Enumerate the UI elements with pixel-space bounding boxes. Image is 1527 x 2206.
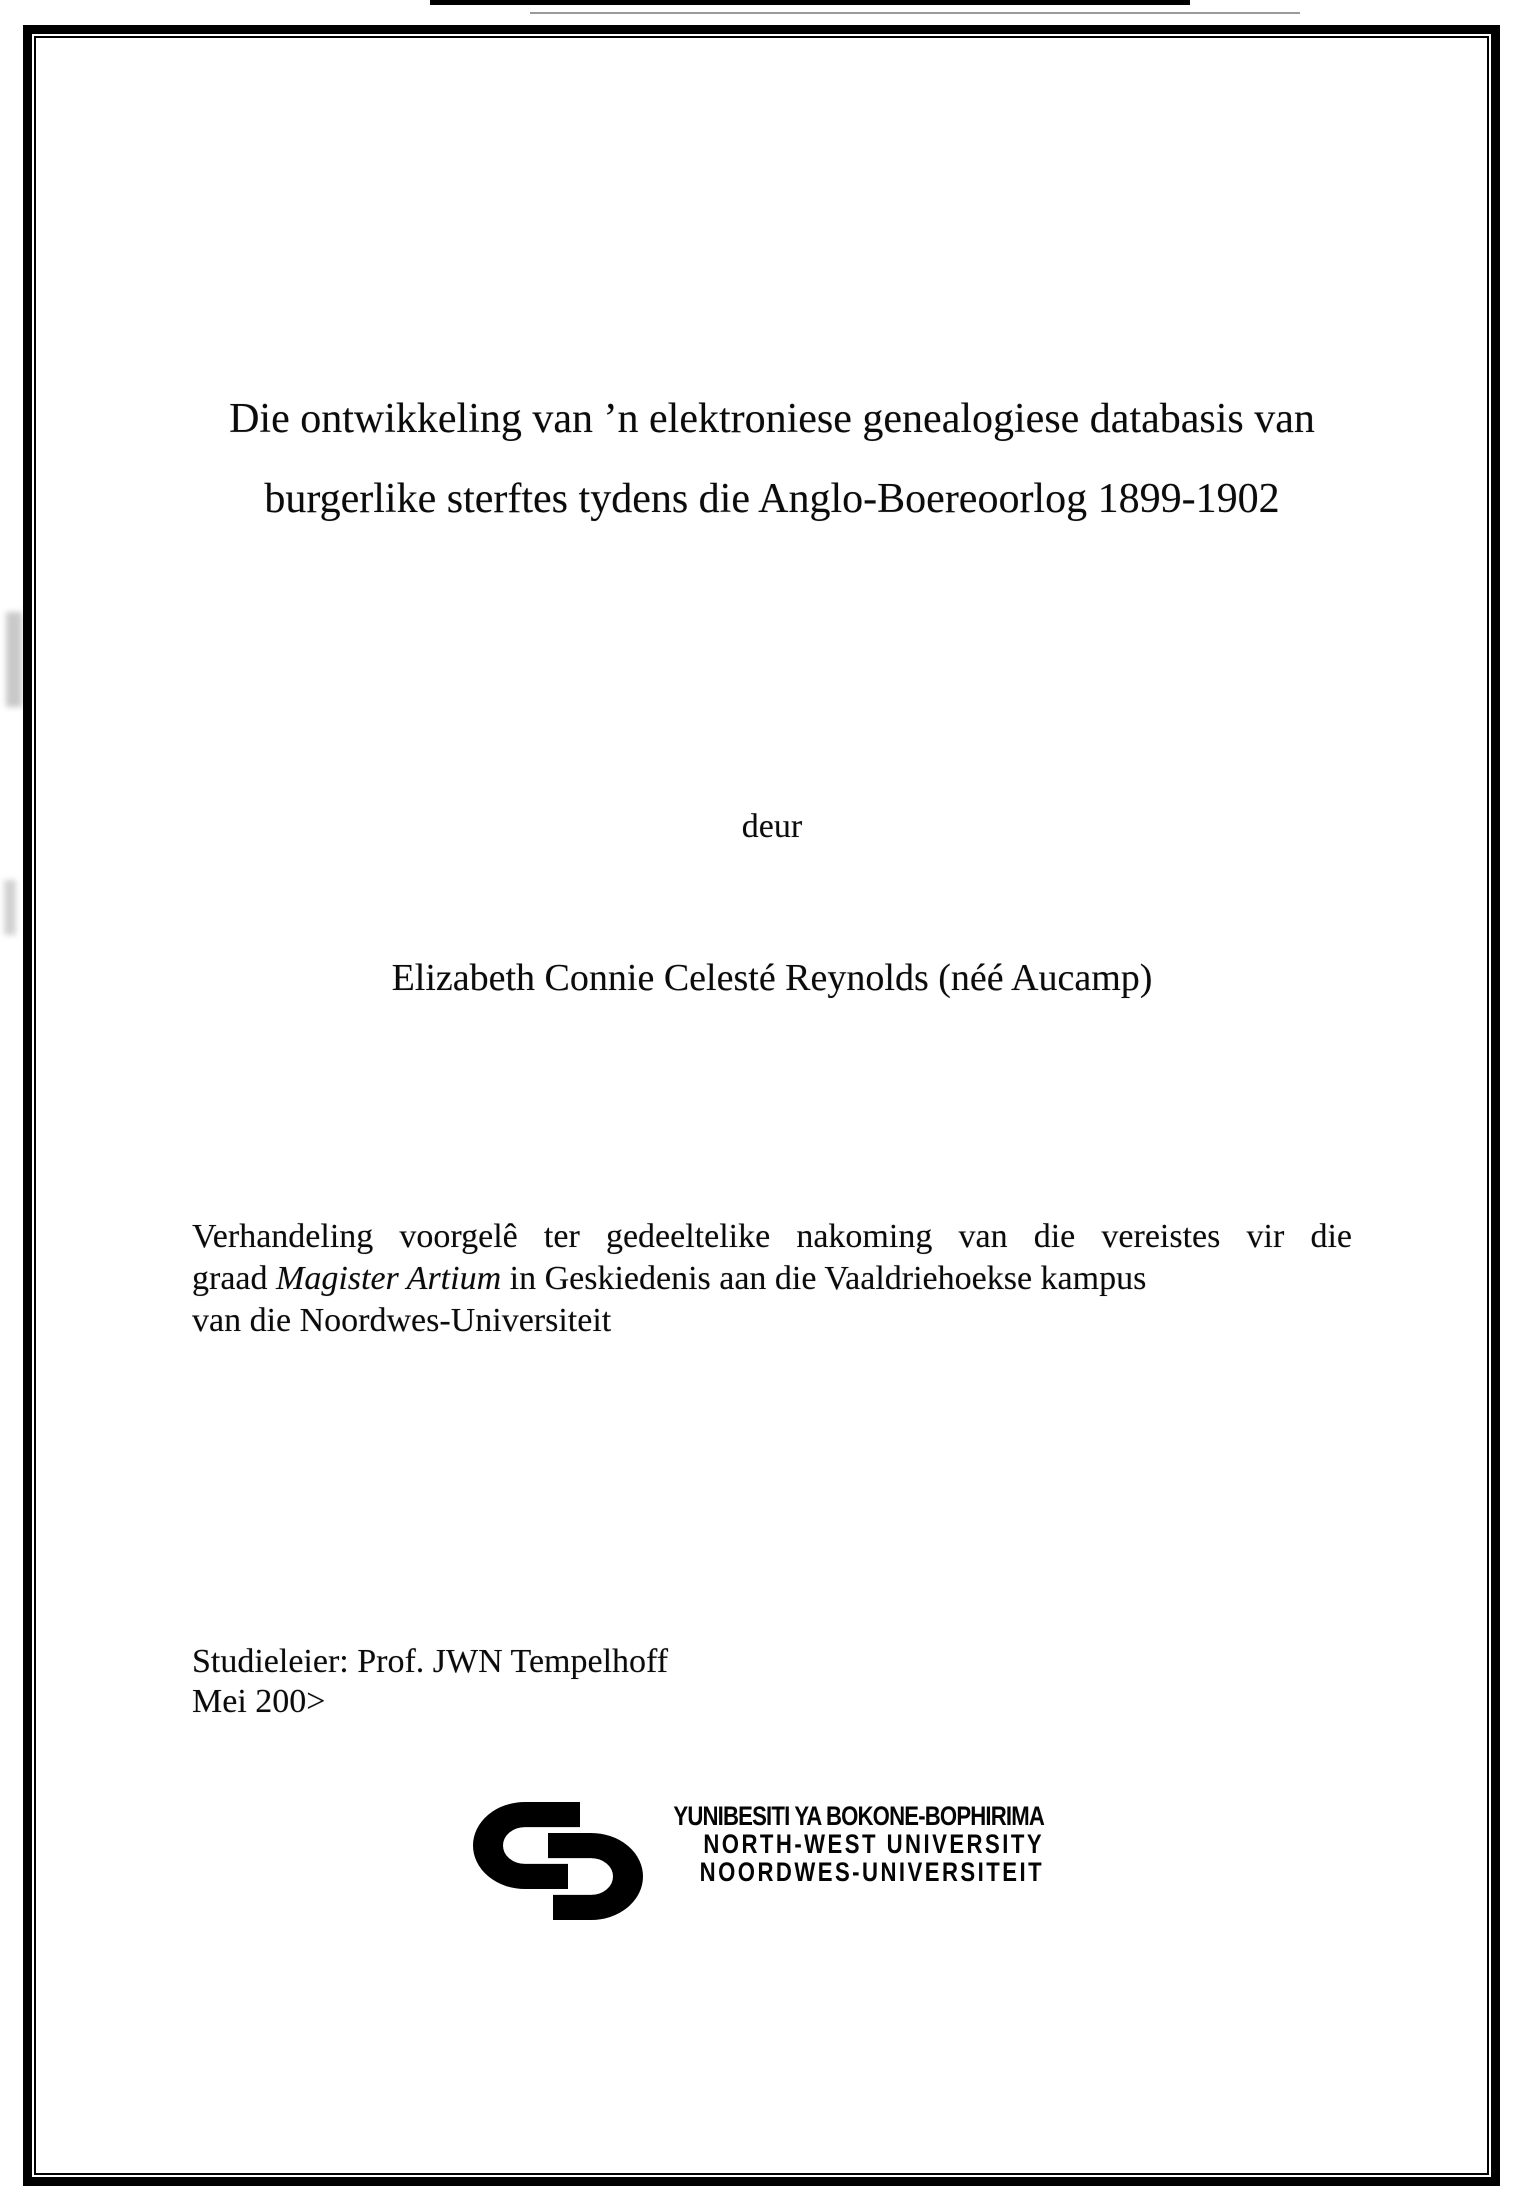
author-name: Elizabeth Connie Celesté Reynolds (néé Aucamp): [391, 957, 1153, 999]
degree-statement-line2-pre: graad: [192, 1260, 277, 1297]
nwu-logo-line-setswana: YUNIBESITI YA BOKONE-BOPHIRIMA: [673, 1801, 1044, 1831]
thesis-title-line1: Die ontwikkeling van ’n elektroniese genealogiese databasis van: [229, 396, 1315, 442]
scan-artifact-gray-line: [530, 12, 1300, 14]
byline-deur: deur: [741, 808, 803, 845]
thesis-title-line2: burgerlike sterftes tydens die Anglo-Boereoorlog 1899-1902: [264, 476, 1280, 522]
nwu-logo-text: [673, 1802, 1044, 1886]
nwu-logo-line-afrikaans: NOORDWES-UNIVERSITEIT: [699, 1857, 1044, 1887]
thesis-title: [192, 379, 1352, 539]
degree-statement-line2-post: in Geskiedenis aan die Vaaldriehoekse kampus: [501, 1260, 1147, 1297]
date-line: Mei 200>: [192, 1683, 326, 1720]
scan-smudge: [6, 612, 22, 707]
degree-title-italic: Magister Artium: [276, 1260, 502, 1297]
degree-statement-line2: [192, 1258, 1352, 1300]
nwu-interlocked-links-icon: [473, 1802, 643, 1920]
degree-statement: [192, 1216, 1352, 1342]
supervisor-block: [192, 1642, 668, 1722]
scan-artifact-top-line: [430, 0, 1190, 5]
scan-smudge: [4, 880, 16, 935]
supervisor-line: Studieleier: Prof. JWN Tempelhoff: [192, 1643, 669, 1680]
degree-statement-line3: van die Noordwes-Universiteit: [192, 1302, 612, 1339]
degree-statement-line1: Verhandeling voorgelê ter gedeeltelike nakoming van die vereistes vir die: [192, 1218, 1352, 1255]
nwu-logo-line-english: NORTH-WEST UNIVERSITY: [703, 1829, 1044, 1859]
